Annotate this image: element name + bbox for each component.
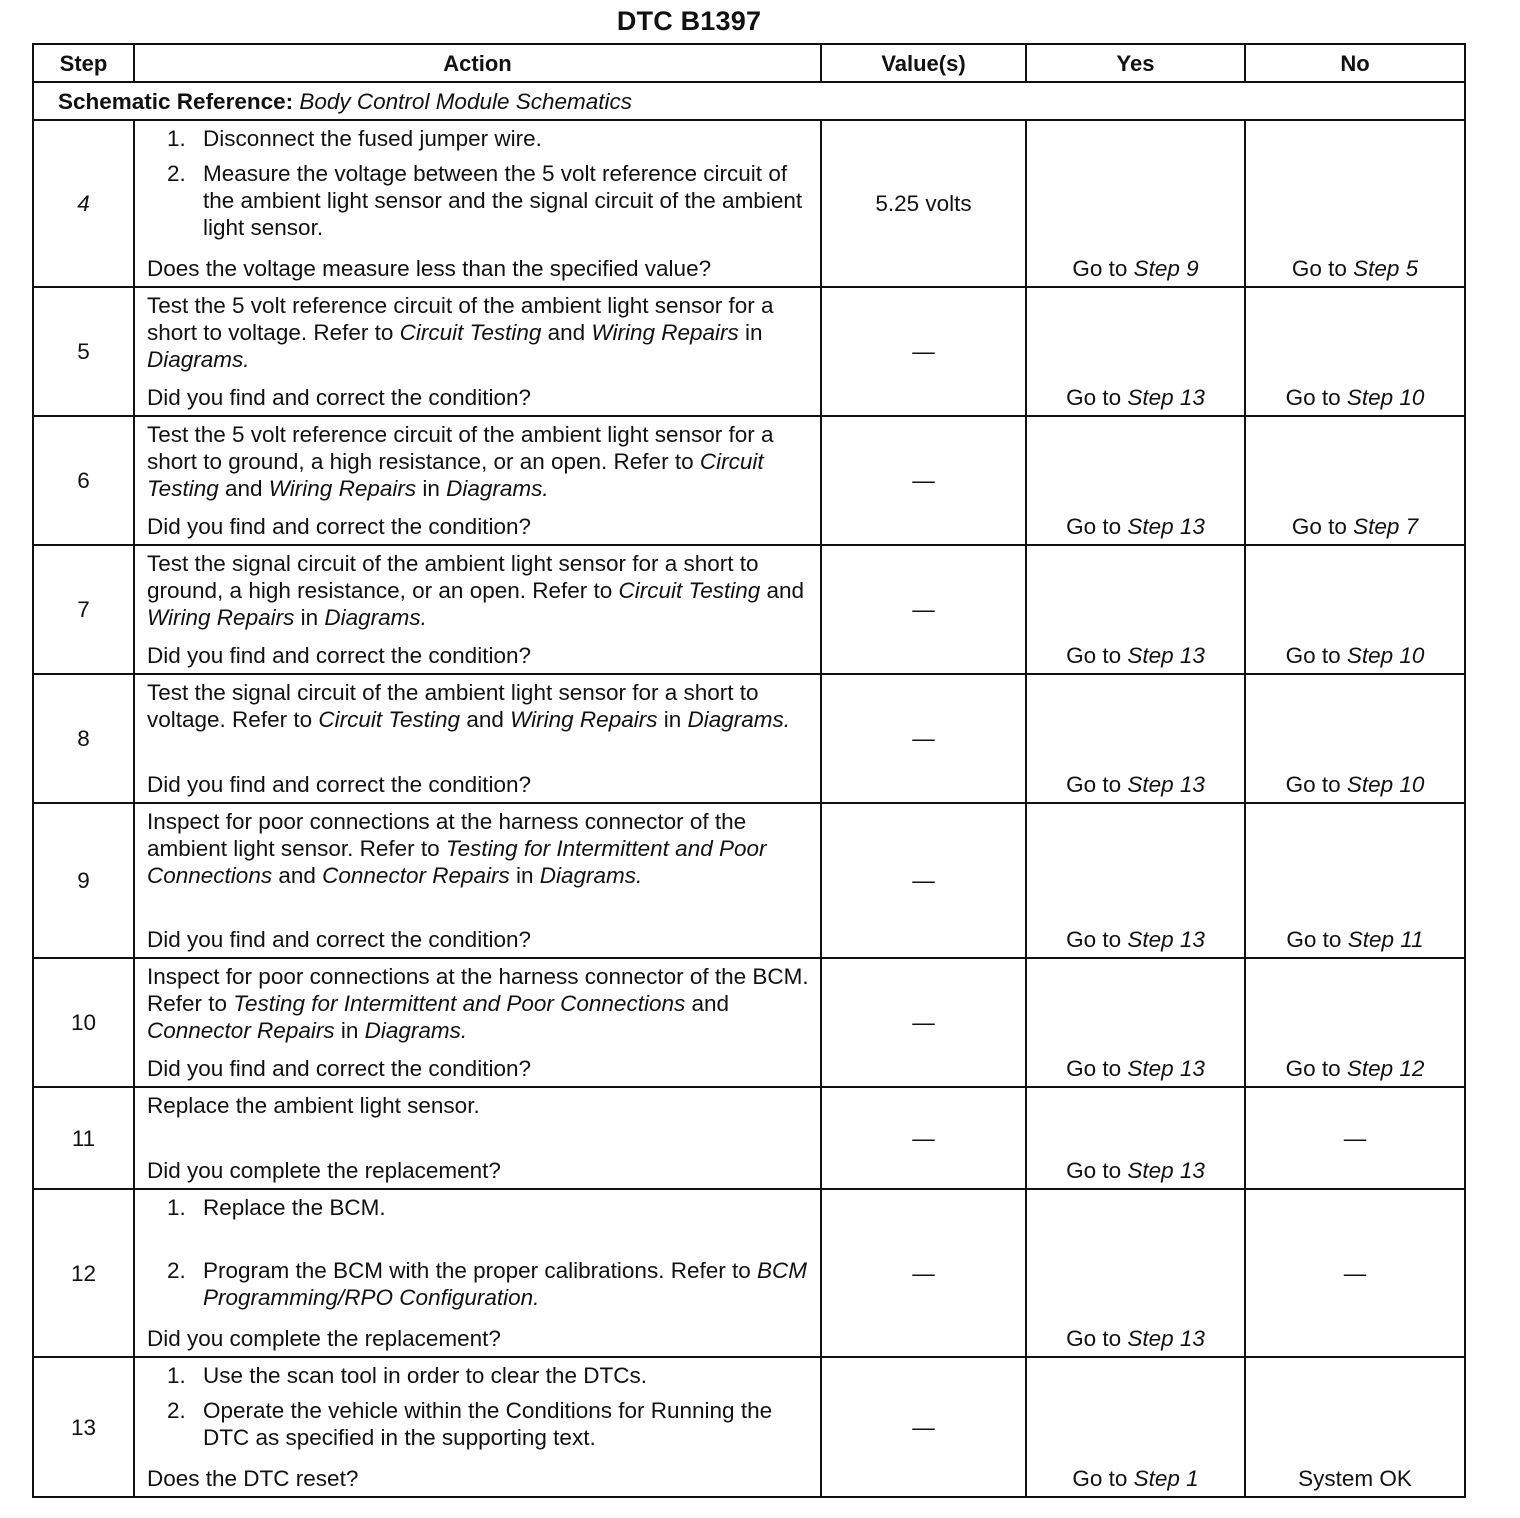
reference-link[interactable]: Wiring Repairs (510, 707, 658, 732)
action-list-item (147, 160, 812, 241)
step-number: 6 (33, 416, 134, 545)
instruction-text: in (657, 707, 688, 732)
instruction-text: in (509, 863, 540, 888)
list-text-plain: Use the scan tool in order to clear the DTCs. (203, 1363, 647, 1388)
action-list-item (147, 125, 812, 152)
list-text (203, 1257, 812, 1311)
action-cell (134, 416, 821, 545)
reference-link[interactable]: Diagrams. (364, 1018, 468, 1043)
table-row (33, 416, 1465, 545)
yes-cell (1026, 120, 1245, 287)
action-content (147, 1092, 812, 1184)
reference-link[interactable]: Connector Repairs (147, 1018, 335, 1043)
no-cell (1245, 416, 1465, 545)
reference-link[interactable]: Diagrams. (147, 347, 250, 372)
no-step-link[interactable]: Step 12 (1346, 1056, 1425, 1081)
list-number: 2. (167, 1398, 186, 1423)
instruction-text: in (294, 605, 325, 630)
yes-step-link[interactable]: Step 13 (1127, 1326, 1205, 1351)
instruction-text: Inspect for poor connections at the harness connector of the BCM. Refer to (147, 964, 809, 1016)
yes-step-link[interactable]: Step 13 (1127, 385, 1205, 410)
reference-link[interactable]: Diagrams. (687, 707, 791, 732)
yes-goto-text: Go to (1066, 1326, 1128, 1351)
reference-link[interactable]: Wiring Repairs (147, 605, 295, 630)
action-content (147, 1194, 812, 1352)
action-instructions (147, 963, 812, 1044)
instruction-text: Test the 5 volt reference circuit of the ambient light sensor for a short to voltage. Refer to (147, 293, 774, 345)
table-row (33, 803, 1465, 958)
action-content (147, 292, 812, 411)
instruction-text: and (218, 476, 269, 501)
schematic-label: Schematic Reference: (58, 88, 294, 114)
no-step-link[interactable]: Step 11 (1347, 927, 1424, 952)
step-number: 8 (33, 674, 134, 803)
action-question: Did you find and correct the condition? (147, 643, 531, 668)
value-cell: — (821, 416, 1026, 545)
table-row (33, 674, 1465, 803)
value-cell: — (821, 1189, 1026, 1357)
action-content (147, 125, 812, 282)
instruction-text: Inspect for poor connections at the harness connector of the ambient light sensor. Refer to (147, 809, 747, 861)
reference-link[interactable]: Wiring Repairs (268, 476, 417, 501)
yes-goto-text: Go to (1066, 772, 1128, 797)
action-cell (134, 1087, 821, 1189)
list-text (203, 1194, 386, 1221)
yes-cell (1026, 958, 1245, 1087)
list-number: 2. (167, 161, 186, 186)
no-step-link[interactable]: Step 7 (1353, 514, 1419, 539)
table-row (33, 545, 1465, 674)
no-goto-text: Go to (1285, 772, 1347, 797)
step-number: 9 (33, 803, 134, 958)
no-goto-text: Go to (1285, 385, 1347, 410)
action-cell (134, 1357, 821, 1497)
instruction-text: Test the signal circuit of the ambient light sensor for a short to ground, a high resistance, or an open. Refer to (147, 551, 759, 603)
action-list-item (147, 1362, 812, 1389)
yes-step-link[interactable]: Step 1 (1133, 1466, 1199, 1491)
action-content (147, 421, 812, 540)
no-goto-text: Go to (1285, 643, 1347, 668)
action-list-item (147, 1397, 812, 1451)
instruction-text: and (760, 578, 805, 603)
instruction-text: Test the signal circuit of the ambient light sensor for a short to voltage. Refer to (147, 680, 759, 732)
yes-cell (1026, 803, 1245, 958)
instruction-text: and (685, 991, 730, 1016)
list-text-plain: Program the BCM with the proper calibrations. Refer to (203, 1258, 757, 1283)
yes-step-link[interactable]: Step 13 (1127, 1056, 1205, 1081)
yes-cell (1026, 1087, 1245, 1189)
action-question: Did you find and correct the condition? (147, 385, 531, 410)
action-instructions (147, 292, 812, 373)
diagnostic-table (32, 43, 1466, 1498)
yes-goto-text: Go to (1066, 643, 1128, 668)
action-instructions (147, 1194, 812, 1319)
yes-step-link[interactable]: Step 13 (1127, 927, 1205, 952)
value-cell: — (821, 1087, 1026, 1189)
instruction-text: in (738, 320, 763, 345)
yes-cell (1026, 1189, 1245, 1357)
value-cell: 5.25 volts (821, 120, 1026, 287)
action-cell (134, 287, 821, 416)
value-cell: — (821, 545, 1026, 674)
action-cell (134, 803, 821, 958)
header-no: No (1245, 44, 1465, 82)
action-question: Does the DTC reset? (147, 1466, 359, 1491)
page-title: DTC B1397 (616, 6, 762, 36)
action-question: Does the voltage measure less than the specified value? (147, 256, 712, 281)
no-goto-text: Go to (1285, 1056, 1347, 1081)
value-cell: — (821, 958, 1026, 1087)
yes-step-link[interactable]: Step 13 (1127, 514, 1205, 539)
reference-link[interactable]: Circuit Testing (399, 320, 542, 345)
list-text-plain: Measure the voltage between the 5 volt reference circuit of the ambient light sensor and the signal circuit of the ambient light sensor. (203, 161, 803, 240)
instruction-text: and (460, 707, 511, 732)
yes-goto-text: Go to (1072, 256, 1134, 281)
list-text (203, 1397, 812, 1451)
no-step-link[interactable]: Step 10 (1346, 772, 1425, 797)
reference-link[interactable]: Diagrams. (539, 863, 643, 888)
no-cell (1245, 545, 1465, 674)
table-row (33, 1087, 1465, 1189)
table-row (33, 120, 1465, 287)
no-step-link[interactable]: Step 10 (1346, 643, 1425, 668)
action-question: Did you find and correct the condition? (147, 927, 531, 952)
action-cell (134, 1189, 821, 1357)
reference-link[interactable]: Diagrams. (446, 476, 549, 501)
instruction-text: Test the 5 volt reference circuit of the ambient light sensor for a short to ground, a high resistance, or an open. Refer to (147, 422, 774, 474)
instruction-text: in (416, 476, 447, 501)
header-yes: Yes (1026, 44, 1245, 82)
schematic-link[interactable]: Body Control Module Schematics (299, 88, 633, 114)
no-cell: System OK (1245, 1357, 1465, 1497)
no-cell: — (1245, 1087, 1465, 1189)
table-row (33, 958, 1465, 1087)
action-instructions (147, 679, 812, 733)
action-content (147, 679, 812, 798)
table-row (33, 1357, 1465, 1497)
instruction-text: and (272, 863, 323, 888)
action-instructions (147, 550, 812, 631)
action-instructions (147, 421, 812, 502)
yes-goto-text: Go to (1066, 1056, 1128, 1081)
action-content (147, 550, 812, 669)
yes-cell (1026, 674, 1245, 803)
no-goto-text: Go to (1291, 514, 1354, 539)
yes-step-link[interactable]: Step 13 (1127, 772, 1205, 797)
no-cell (1245, 958, 1465, 1087)
action-content (147, 963, 812, 1082)
action-cell (134, 545, 821, 674)
yes-cell (1026, 287, 1245, 416)
list-text-plain: Disconnect the fused jumper wire. (203, 126, 542, 151)
step-number: 12 (33, 1189, 134, 1357)
yes-goto-text: Go to (1066, 1158, 1128, 1183)
reference-link[interactable]: Diagrams. (324, 605, 427, 630)
action-cell (134, 958, 821, 1087)
no-cell (1245, 120, 1465, 287)
no-cell (1245, 674, 1465, 803)
action-instructions (147, 125, 812, 249)
list-number: 1. (167, 126, 186, 151)
list-text-plain: Operate the vehicle within the Conditions for Running the DTC as specified in the supporting text. (203, 1398, 773, 1450)
step-number: 4 (33, 120, 134, 287)
value-cell: — (821, 1357, 1026, 1497)
no-goto-text: Go to (1291, 256, 1354, 281)
no-step-link[interactable]: Step 10 (1346, 385, 1425, 410)
list-text-plain: Replace the BCM. (203, 1195, 386, 1220)
action-question: Did you find and correct the condition? (147, 514, 531, 539)
reference-link[interactable]: Circuit Testing (147, 449, 764, 501)
yes-step-link[interactable]: Step 13 (1127, 643, 1205, 668)
yes-step-link[interactable]: Step 13 (1127, 1158, 1205, 1183)
schematic-reference-row (33, 82, 1465, 120)
step-number: 13 (33, 1357, 134, 1497)
list-text (203, 160, 812, 241)
header-action: Action (134, 44, 821, 82)
action-question: Did you complete the replacement? (147, 1326, 501, 1351)
action-content (147, 808, 812, 953)
table-row (33, 287, 1465, 416)
header-step: Step (33, 44, 134, 82)
no-cell (1245, 803, 1465, 958)
action-list-item (147, 1257, 812, 1311)
list-number: 2. (167, 1258, 186, 1283)
no-cell (1245, 287, 1465, 416)
action-instructions (147, 1092, 812, 1119)
no-goto-text: Go to (1286, 927, 1348, 952)
action-question: Did you complete the replacement? (147, 1158, 501, 1183)
reference-link[interactable]: Testing for Intermittent and Poor Connections (147, 836, 767, 888)
yes-step-link[interactable]: Step 9 (1133, 256, 1199, 281)
header-row (33, 44, 1465, 82)
instruction-text: in (334, 1018, 365, 1043)
yes-cell (1026, 1357, 1245, 1497)
header-values: Value(s) (821, 44, 1026, 82)
reference-link[interactable]: Circuit Testing (318, 707, 461, 732)
action-content (147, 1362, 812, 1492)
action-question: Did you find and correct the condition? (147, 1056, 531, 1081)
yes-goto-text: Go to (1072, 1466, 1134, 1491)
instruction-text: and (541, 320, 592, 345)
yes-cell (1026, 545, 1245, 674)
value-cell: — (821, 803, 1026, 958)
action-cell (134, 120, 821, 287)
value-cell: — (821, 674, 1026, 803)
reference-link[interactable]: Testing for Intermittent and Poor Connections (233, 991, 686, 1016)
step-number: 5 (33, 287, 134, 416)
yes-cell (1026, 416, 1245, 545)
list-text (203, 125, 542, 152)
instruction-text: Replace the ambient light sensor. (147, 1093, 480, 1118)
reference-link[interactable]: Wiring Repairs (591, 320, 739, 345)
action-list-item (147, 1194, 812, 1221)
reference-link[interactable]: BCM Programming/RPO Configuration. (203, 1258, 807, 1310)
no-cell: — (1245, 1189, 1465, 1357)
reference-link[interactable]: Connector Repairs (322, 863, 510, 888)
list-number: 1. (167, 1195, 186, 1220)
yes-goto-text: Go to (1066, 385, 1128, 410)
list-number: 1. (167, 1363, 186, 1388)
list-text (203, 1362, 647, 1389)
yes-goto-text: Go to (1066, 514, 1128, 539)
action-instructions (147, 1362, 812, 1459)
step-number: 11 (33, 1087, 134, 1189)
reference-link[interactable]: Circuit Testing (618, 578, 761, 603)
value-cell: — (821, 287, 1026, 416)
no-step-link[interactable]: Step 5 (1353, 256, 1419, 281)
step-number: 10 (33, 958, 134, 1087)
action-cell (134, 674, 821, 803)
yes-goto-text: Go to (1066, 927, 1128, 952)
action-instructions (147, 808, 812, 889)
action-question: Did you find and correct the condition? (147, 772, 531, 797)
step-number: 7 (33, 545, 134, 674)
table-row (33, 1189, 1465, 1357)
